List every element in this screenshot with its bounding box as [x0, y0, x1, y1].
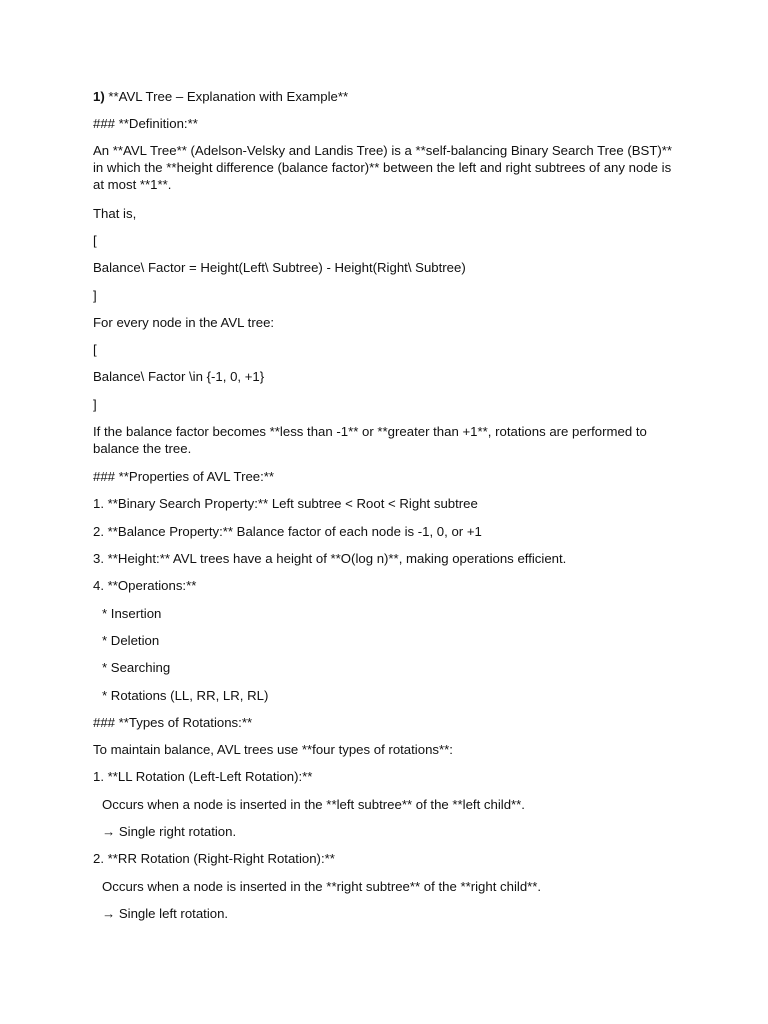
- that-is-line: That is,: [93, 206, 137, 221]
- property-item-1: 1. **Binary Search Property:** Left subtree < Root < Right subtree: [93, 496, 478, 511]
- ll-rotation-title: 1. **LL Rotation (Left-Left Rotation):**: [93, 769, 313, 784]
- formula-open-bracket: [: [93, 233, 97, 248]
- formula-close-bracket: ]: [93, 288, 97, 303]
- balance-factor-formula: Balance\ Factor = Height(Left\ Subtree) - Height(Right\ Subtree): [93, 260, 466, 275]
- operation-deletion: * Deletion: [102, 633, 160, 648]
- balance-factor-range: Balance\ Factor \in {-1, 0, +1}: [93, 369, 265, 384]
- title-number: 1): [93, 89, 105, 104]
- rotation-intro: To maintain balance, AVL trees use **four types of rotations**:: [93, 742, 453, 757]
- definition-paragraph: An **AVL Tree** (Adelson-Velsky and Landis Tree) is a **self-balancing Binary Search Tree (BST)** in which the **height difference (balance factor)** between the left and right subtrees of any node is at most **1**.: [93, 143, 673, 192]
- operation-searching: * Searching: [102, 660, 171, 675]
- every-node-line: For every node in the AVL tree:: [93, 315, 275, 330]
- rr-rotation-result: → Single left rotation.: [102, 906, 229, 921]
- formula-close-bracket-2: ]: [93, 397, 97, 412]
- definition-heading: ### **Definition:**: [93, 116, 198, 131]
- title-text: **AVL Tree – Explanation with Example**: [104, 89, 349, 104]
- ll-rotation-description: Occurs when a node is inserted in the **left subtree** of the **left child**.: [102, 797, 525, 812]
- property-item-3: 3. **Height:** AVL trees have a height of **O(log n)**, making operations efficient.: [93, 551, 567, 566]
- properties-heading: ### **Properties of AVL Tree:**: [93, 469, 275, 484]
- operation-rotations: * Rotations (LL, RR, LR, RL): [102, 688, 269, 703]
- rotation-condition-paragraph: If the balance factor becomes **less than -1** or **greater than +1**, rotations are performed to balance the tree.: [93, 424, 647, 456]
- property-item-4: 4. **Operations:**: [93, 578, 197, 593]
- document-title: [93, 88, 348, 105]
- rr-rotation-description: Occurs when a node is inserted in the **right subtree** of the **right child**.: [102, 879, 542, 894]
- rr-rotation-title: 2. **RR Rotation (Right-Right Rotation):**: [93, 851, 335, 866]
- property-item-2: 2. **Balance Property:** Balance factor of each node is -1, 0, or +1: [93, 524, 482, 539]
- ll-rotation-result: → Single right rotation.: [102, 824, 237, 839]
- rotation-types-heading: ### **Types of Rotations:**: [93, 715, 253, 730]
- operation-insertion: * Insertion: [102, 606, 162, 621]
- formula-open-bracket-2: [: [93, 342, 97, 357]
